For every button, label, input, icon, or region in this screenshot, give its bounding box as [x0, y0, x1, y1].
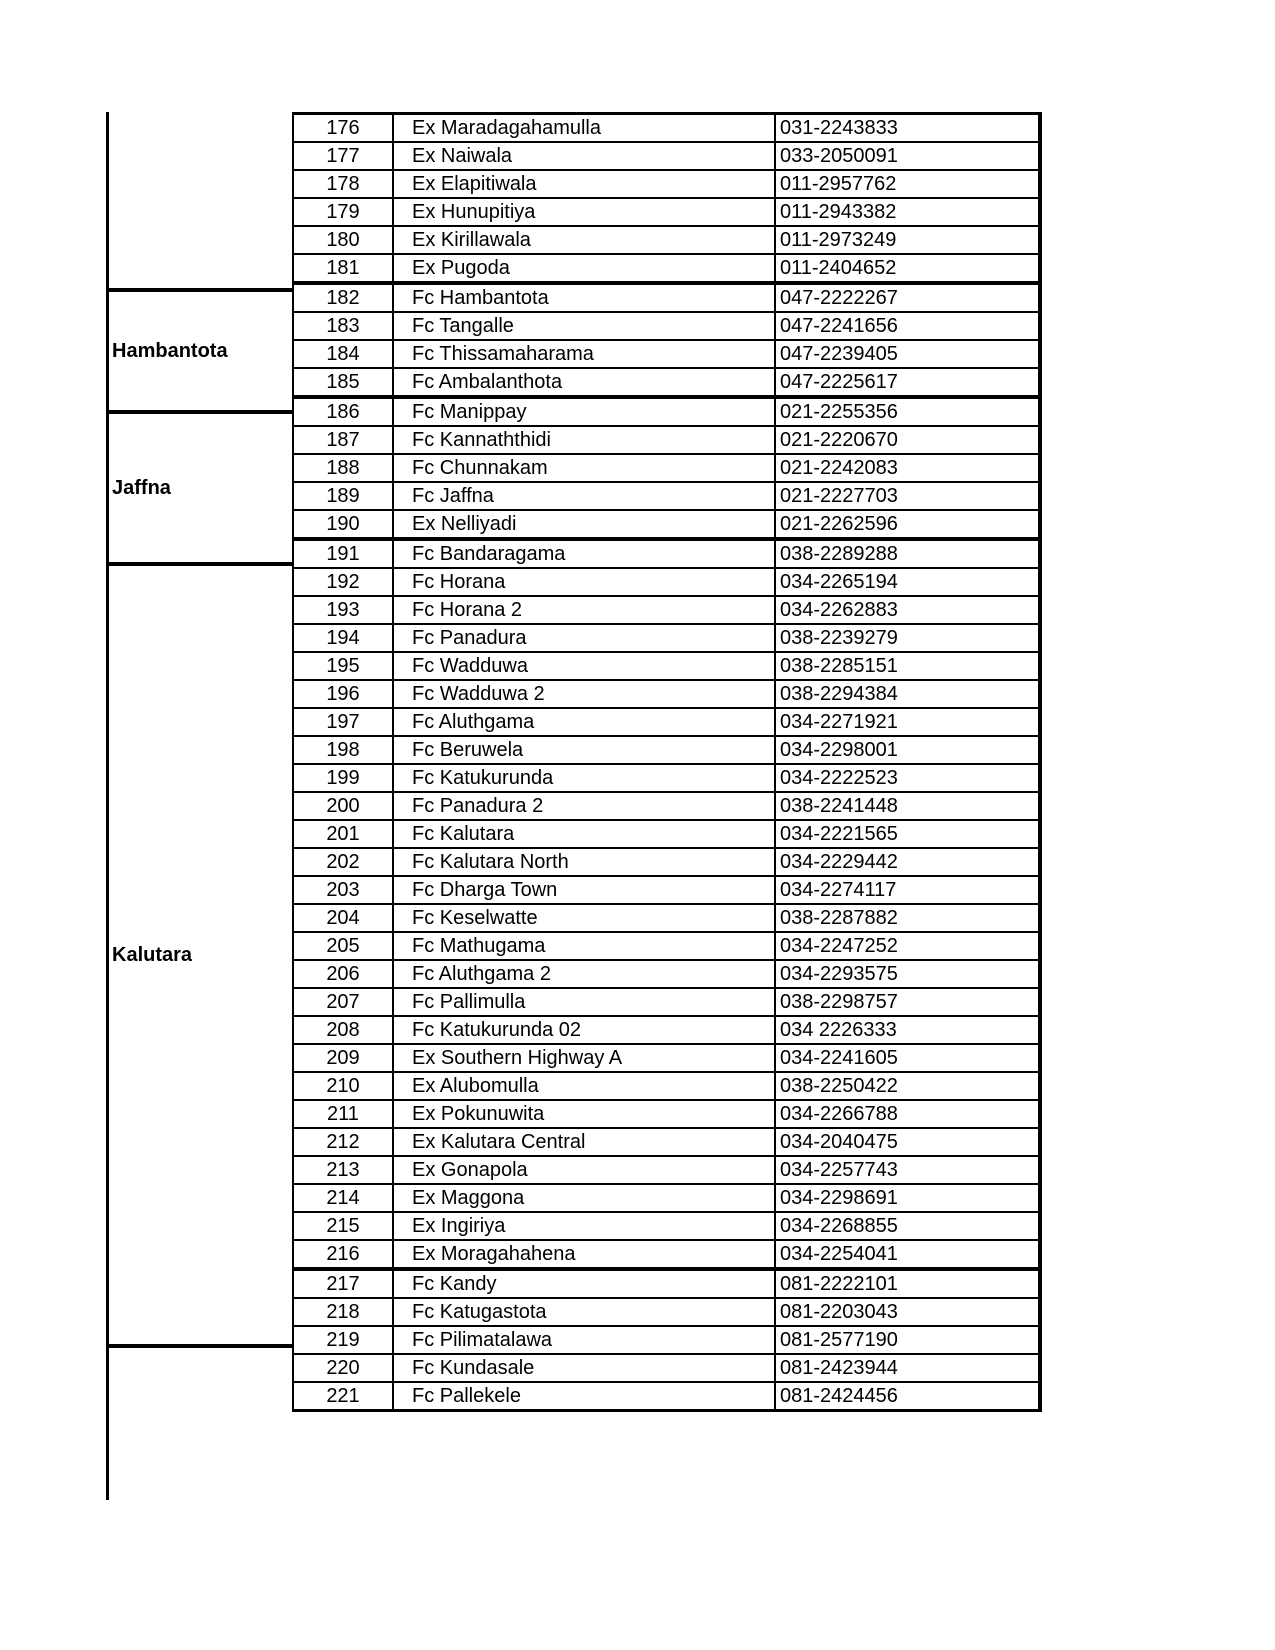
- branch-table-body: [293, 114, 1040, 1411]
- phone-number: 081-2424456: [775, 1382, 1040, 1411]
- region-group: [106, 1348, 292, 1500]
- row-number: 190: [293, 510, 393, 539]
- phone-number: 034-2221565: [775, 820, 1040, 848]
- table-row: [293, 1212, 1040, 1240]
- branch-name: Fc Pallekele: [393, 1382, 775, 1411]
- phone-number: 034-2222523: [775, 764, 1040, 792]
- phone-number: 011-2973249: [775, 226, 1040, 254]
- row-number: 204: [293, 904, 393, 932]
- phone-number: 038-2250422: [775, 1072, 1040, 1100]
- row-number: 198: [293, 736, 393, 764]
- table-row: [293, 736, 1040, 764]
- phone-number: 034-2268855: [775, 1212, 1040, 1240]
- row-number: 195: [293, 652, 393, 680]
- row-number: 180: [293, 226, 393, 254]
- row-number: 201: [293, 820, 393, 848]
- row-number: 200: [293, 792, 393, 820]
- table-row: [293, 1326, 1040, 1354]
- table-row: [293, 510, 1040, 539]
- table-row: [293, 142, 1040, 170]
- table-row: [293, 1240, 1040, 1269]
- table-row: [293, 198, 1040, 226]
- table-row: [293, 876, 1040, 904]
- branch-name: Ex Pugoda: [393, 254, 775, 283]
- region-label: Jaffna: [112, 477, 171, 499]
- phone-number: 034-2254041: [775, 1240, 1040, 1269]
- table-row: [293, 624, 1040, 652]
- phone-number: 034-2271921: [775, 708, 1040, 736]
- table-row: [293, 596, 1040, 624]
- branch-name: Fc Thissamaharama: [393, 340, 775, 368]
- branch-name: Fc Ambalanthota: [393, 368, 775, 397]
- row-number: 193: [293, 596, 393, 624]
- branch-name: Fc Panadura 2: [393, 792, 775, 820]
- table-row: [293, 368, 1040, 397]
- phone-number: 081-2222101: [775, 1269, 1040, 1298]
- phone-number: 038-2294384: [775, 680, 1040, 708]
- table-row: [293, 680, 1040, 708]
- branch-name: Fc Kalutara North: [393, 848, 775, 876]
- row-number: 217: [293, 1269, 393, 1298]
- branch-name: Fc Jaffna: [393, 482, 775, 510]
- branch-name: Fc Wadduwa: [393, 652, 775, 680]
- branch-name: Ex Kalutara Central: [393, 1128, 775, 1156]
- table-row: [293, 904, 1040, 932]
- row-number: 199: [293, 764, 393, 792]
- phone-number: 011-2943382: [775, 198, 1040, 226]
- branch-name: Ex Pokunuwita: [393, 1100, 775, 1128]
- row-number: 184: [293, 340, 393, 368]
- row-number: 191: [293, 539, 393, 568]
- branch-name: Fc Kannaththidi: [393, 426, 775, 454]
- table-row: [293, 539, 1040, 568]
- region-label: Hambantota: [112, 340, 228, 362]
- phone-number: 081-2423944: [775, 1354, 1040, 1382]
- row-number: 177: [293, 142, 393, 170]
- row-number: 218: [293, 1298, 393, 1326]
- branch-name: Ex Moragahahena: [393, 1240, 775, 1269]
- phone-number: 047-2222267: [775, 283, 1040, 312]
- phone-number: 021-2262596: [775, 510, 1040, 539]
- row-number: 203: [293, 876, 393, 904]
- row-number: 188: [293, 454, 393, 482]
- table-row: [293, 1354, 1040, 1382]
- phone-number: 034-2241605: [775, 1044, 1040, 1072]
- row-number: 209: [293, 1044, 393, 1072]
- branch-name: Ex Southern Highway A: [393, 1044, 775, 1072]
- branch-name: Fc Kalutara: [393, 820, 775, 848]
- table-row: [293, 1156, 1040, 1184]
- branch-name: Fc Beruwela: [393, 736, 775, 764]
- phone-number: 034-2040475: [775, 1128, 1040, 1156]
- table-row: [293, 932, 1040, 960]
- table-row: [293, 1128, 1040, 1156]
- branch-name: Ex Alubomulla: [393, 1072, 775, 1100]
- table-row: [293, 426, 1040, 454]
- row-number: 181: [293, 254, 393, 283]
- phone-number: 011-2957762: [775, 170, 1040, 198]
- branch-name: Fc Katukurunda: [393, 764, 775, 792]
- branch-name: Ex Maradagahamulla: [393, 114, 775, 143]
- row-number: 178: [293, 170, 393, 198]
- branch-name: Fc Pilimatalawa: [393, 1326, 775, 1354]
- table-row: [293, 960, 1040, 988]
- phone-number: 038-2241448: [775, 792, 1040, 820]
- row-number: 221: [293, 1382, 393, 1411]
- table-row: [293, 1298, 1040, 1326]
- branch-name: Fc Keselwatte: [393, 904, 775, 932]
- branch-name: Fc Hambantota: [393, 283, 775, 312]
- branch-name: Fc Chunnakam: [393, 454, 775, 482]
- row-number: 192: [293, 568, 393, 596]
- row-number: 207: [293, 988, 393, 1016]
- branch-name: Fc Kundasale: [393, 1354, 775, 1382]
- row-number: 208: [293, 1016, 393, 1044]
- branch-name: Fc Aluthgama: [393, 708, 775, 736]
- phone-number: 081-2577190: [775, 1326, 1040, 1354]
- row-number: 179: [293, 198, 393, 226]
- branch-name: Ex Maggona: [393, 1184, 775, 1212]
- phone-number: 034-2274117: [775, 876, 1040, 904]
- phone-number: 081-2203043: [775, 1298, 1040, 1326]
- table-row: [293, 848, 1040, 876]
- table-row: [293, 254, 1040, 283]
- table-row: [293, 482, 1040, 510]
- phone-number: 038-2239279: [775, 624, 1040, 652]
- phone-number: 021-2242083: [775, 454, 1040, 482]
- row-number: 182: [293, 283, 393, 312]
- phone-number: 034-2247252: [775, 932, 1040, 960]
- table-row: [293, 652, 1040, 680]
- branch-name: Fc Manippay: [393, 397, 775, 426]
- branch-name: Ex Nelliyadi: [393, 510, 775, 539]
- table-row: [293, 226, 1040, 254]
- row-number: 194: [293, 624, 393, 652]
- table-row: [293, 1016, 1040, 1044]
- phone-number: 034-2265194: [775, 568, 1040, 596]
- table-row: [293, 708, 1040, 736]
- phone-number: 021-2227703: [775, 482, 1040, 510]
- row-number: 202: [293, 848, 393, 876]
- phone-number: 038-2285151: [775, 652, 1040, 680]
- row-number: 197: [293, 708, 393, 736]
- branch-name: Ex Kirillawala: [393, 226, 775, 254]
- row-number: 219: [293, 1326, 393, 1354]
- branch-name: Ex Naiwala: [393, 142, 775, 170]
- phone-number: 047-2241656: [775, 312, 1040, 340]
- row-number: 215: [293, 1212, 393, 1240]
- phone-number: 047-2239405: [775, 340, 1040, 368]
- phone-number: 038-2298757: [775, 988, 1040, 1016]
- row-number: 186: [293, 397, 393, 426]
- row-number: 220: [293, 1354, 393, 1382]
- row-number: 205: [293, 932, 393, 960]
- table-row: [293, 283, 1040, 312]
- row-number: 176: [293, 114, 393, 143]
- table-row: [293, 764, 1040, 792]
- branch-name: Fc Kandy: [393, 1269, 775, 1298]
- branch-name: Fc Horana 2: [393, 596, 775, 624]
- table-row: [293, 1044, 1040, 1072]
- phone-number: 034-2257743: [775, 1156, 1040, 1184]
- phone-number: 038-2289288: [775, 539, 1040, 568]
- table-row: [293, 1072, 1040, 1100]
- region-group: [106, 112, 292, 292]
- table-row: [293, 340, 1040, 368]
- phone-number: 034 2226333: [775, 1016, 1040, 1044]
- branch-name: Fc Katugastota: [393, 1298, 775, 1326]
- phone-number: 011-2404652: [775, 254, 1040, 283]
- row-number: 211: [293, 1100, 393, 1128]
- row-number: 210: [293, 1072, 393, 1100]
- branch-name: Fc Katukurunda 02: [393, 1016, 775, 1044]
- branch-name: Fc Dharga Town: [393, 876, 775, 904]
- branch-name: Ex Hunupitiya: [393, 198, 775, 226]
- table-row: [293, 1269, 1040, 1298]
- phone-number: 034-2229442: [775, 848, 1040, 876]
- branch-name: Fc Bandaragama: [393, 539, 775, 568]
- row-number: 206: [293, 960, 393, 988]
- table-row: [293, 1382, 1040, 1411]
- branch-name: Fc Wadduwa 2: [393, 680, 775, 708]
- row-number: 212: [293, 1128, 393, 1156]
- row-number: 214: [293, 1184, 393, 1212]
- table-row: [293, 792, 1040, 820]
- row-number: 196: [293, 680, 393, 708]
- phone-number: 021-2220670: [775, 426, 1040, 454]
- table-row: [293, 312, 1040, 340]
- branch-name: Fc Tangalle: [393, 312, 775, 340]
- table-row: [293, 454, 1040, 482]
- branch-name: Ex Ingiriya: [393, 1212, 775, 1240]
- row-number: 216: [293, 1240, 393, 1269]
- table-row: [293, 397, 1040, 426]
- row-number: 183: [293, 312, 393, 340]
- branch-table: [292, 112, 1042, 1412]
- table-row: [293, 568, 1040, 596]
- branch-name: Fc Pallimulla: [393, 988, 775, 1016]
- phone-number: 033-2050091: [775, 142, 1040, 170]
- phone-number: 034-2262883: [775, 596, 1040, 624]
- phone-number: 021-2255356: [775, 397, 1040, 426]
- region-group: [106, 292, 292, 414]
- table-row: [293, 1100, 1040, 1128]
- row-number: 189: [293, 482, 393, 510]
- table-row: [293, 170, 1040, 198]
- region-group: [106, 414, 292, 566]
- row-number: 213: [293, 1156, 393, 1184]
- branch-name: Fc Horana: [393, 568, 775, 596]
- branch-name: Fc Panadura: [393, 624, 775, 652]
- table-row: [293, 114, 1040, 143]
- table-row: [293, 820, 1040, 848]
- phone-number: 047-2225617: [775, 368, 1040, 397]
- row-number: 185: [293, 368, 393, 397]
- phone-number: 038-2287882: [775, 904, 1040, 932]
- phone-number: 034-2298691: [775, 1184, 1040, 1212]
- branch-name: Fc Aluthgama 2: [393, 960, 775, 988]
- phone-number: 034-2293575: [775, 960, 1040, 988]
- phone-number: 034-2298001: [775, 736, 1040, 764]
- branch-name: Fc Mathugama: [393, 932, 775, 960]
- table-row: [293, 1184, 1040, 1212]
- region-group: [106, 566, 292, 1348]
- phone-number: 034-2266788: [775, 1100, 1040, 1128]
- branch-name: Ex Elapitiwala: [393, 170, 775, 198]
- row-number: 187: [293, 426, 393, 454]
- region-label: Kalutara: [112, 944, 193, 966]
- branch-name: Ex Gonapola: [393, 1156, 775, 1184]
- table-row: [293, 988, 1040, 1016]
- phone-number: 031-2243833: [775, 114, 1040, 143]
